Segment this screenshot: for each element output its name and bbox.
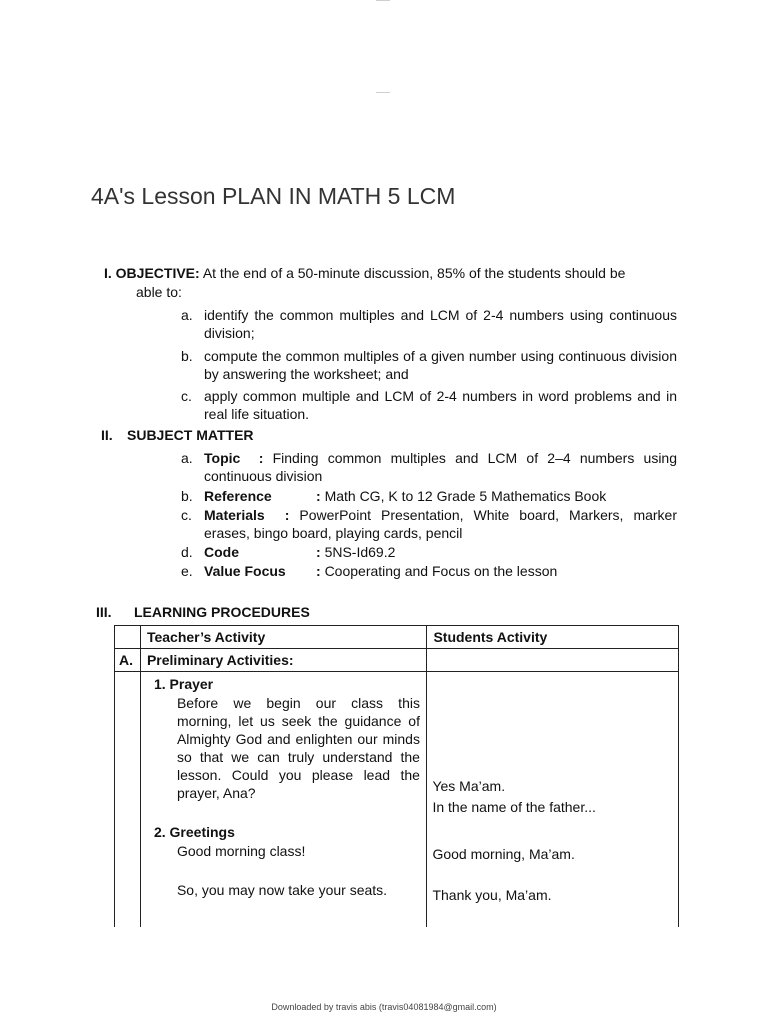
value-focus-value: Cooperating and Focus on the lesson: [324, 563, 558, 579]
table-cell: [115, 672, 141, 928]
table-cell: [115, 626, 141, 649]
subject-numeral: II.: [101, 427, 113, 443]
topic-key: Topic: [204, 450, 241, 466]
header-mark: [376, 92, 390, 93]
materials-value: PowerPoint Presentation, White board, Markers, marker erases, bingo board, playing cards, pencil: [204, 507, 678, 541]
topic-value: Finding common multiples and LCM of 2–4 numbers using continuous division: [204, 450, 678, 484]
objective-item-letter: c.: [181, 388, 192, 404]
objective-line: [104, 264, 684, 282]
objective-intro: At the end of a 50-minute discussion, 85% of the students should be: [202, 265, 626, 281]
prayer-student-2: In the name of the father...: [432, 799, 596, 815]
table-cell: [427, 649, 679, 672]
topic-colon: :: [258, 450, 264, 466]
students-activity-cell: [427, 672, 679, 928]
code-value: 5NS-Id69.2: [324, 544, 396, 560]
greetings-teacher-2: So, you may now take your seats.: [176, 882, 388, 898]
code-colon: :: [316, 544, 321, 560]
procedures-numeral: III.: [96, 604, 112, 620]
materials-row: [204, 506, 677, 542]
preliminary-activities-label: Preliminary Activities:: [140, 649, 426, 672]
objective-numeral: I.: [104, 265, 112, 281]
reference-key: Reference: [204, 488, 272, 504]
objective-item: apply common multiple and LCM of 2-4 numbers in word problems and in real life situation.: [204, 388, 677, 422]
value-focus-row: [204, 562, 557, 580]
subject-matter-heading: SUBJECT MATTER: [127, 427, 254, 443]
page-title: 4A's Lesson PLAN IN MATH 5 LCM: [91, 183, 456, 209]
header-mark: [376, 0, 390, 1]
prayer-student-1: Yes Ma’am.: [432, 778, 506, 794]
table-header-row: [115, 626, 679, 649]
greetings-heading: 2. Greetings: [153, 824, 235, 840]
table-row: [115, 672, 679, 928]
greetings-student-1: Good morning, Ma’am.: [432, 846, 575, 862]
materials-key: Materials: [204, 507, 265, 523]
reference-value: Math CG, K to 12 Grade 5 Mathematics Book: [324, 488, 607, 504]
objective-label: OBJECTIVE:: [115, 265, 200, 281]
students-activity-header: Students Activity: [427, 626, 679, 649]
materials-colon: :: [284, 507, 290, 523]
prayer-teacher-text: Before we begin our class this morning, let us seek the guidance of Almighty God and enlighten our minds so that we can truly understand the lesson. Could you please lead the prayer, Ana?: [176, 695, 420, 801]
code-row: [204, 543, 395, 561]
topic-letter: a.: [181, 450, 193, 466]
reference-letter: b.: [181, 488, 193, 504]
teacher-activity-cell: [140, 672, 426, 928]
page-break-mask: [110, 927, 690, 933]
value-focus-key: Value Focus: [204, 563, 286, 579]
materials-letter: c.: [181, 507, 192, 523]
greetings-teacher-1: Good morning class!: [176, 843, 306, 859]
objective-item-letter: a.: [181, 307, 193, 323]
topic-row: [204, 449, 677, 485]
section-a-letter: A.: [115, 649, 141, 672]
code-letter: d.: [181, 544, 193, 560]
reference-colon: :: [316, 488, 321, 504]
table-row: [115, 649, 679, 672]
procedures-table: [114, 625, 679, 928]
objective-item-letter: b.: [181, 348, 193, 364]
value-focus-letter: e.: [181, 563, 193, 579]
code-key: Code: [204, 544, 239, 560]
objective-item: identify the common multiples and LCM of 2-4 numbers using continuous division;: [204, 307, 677, 341]
prayer-heading: 1. Prayer: [153, 676, 214, 692]
teacher-activity-header: Teacher’s Activity: [140, 626, 426, 649]
greetings-student-2: Thank you, Ma’am.: [432, 887, 552, 903]
value-focus-colon: :: [316, 563, 321, 579]
objective-item: compute the common multiples of a given number using continuous division by answering the worksheet; and: [204, 348, 677, 382]
procedures-heading: LEARNING PROCEDURES: [134, 604, 310, 620]
objective-intro-cont: able to:: [136, 284, 182, 300]
download-footer: Downloaded by travis abis (travis04081984@gmail.com): [271, 1002, 497, 1012]
reference-row: [204, 487, 606, 505]
